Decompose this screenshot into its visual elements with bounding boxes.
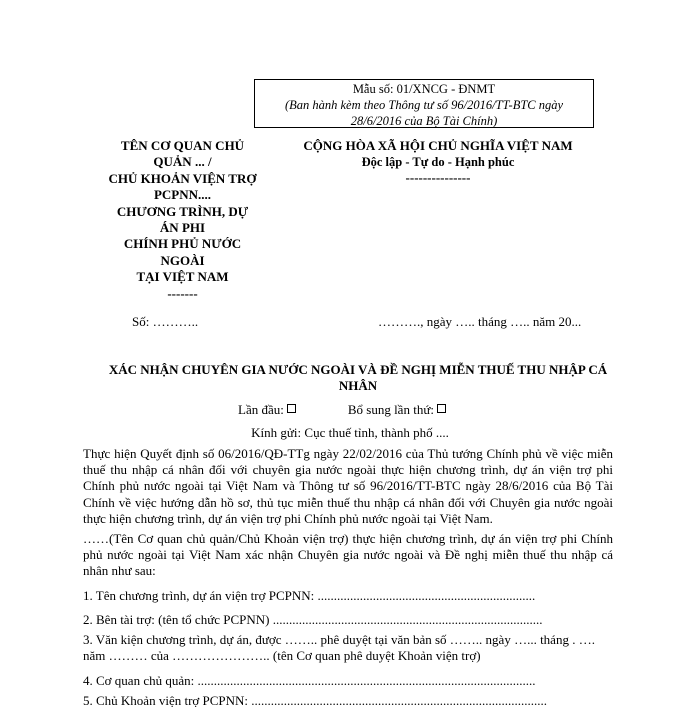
- list-item-approval: 3. Văn kiện chương trình, dự án, được …….. phê duyệt tại văn bản số …….. ngày …... tháng . …. năm ……… của ………………….. (tên Cơ quan phê duyệt Khoản viện trợ): [83, 632, 595, 664]
- recipient-line: Kính gửi: Cục thuế tỉnh, thành phố ....: [251, 425, 449, 440]
- title-line1: XÁC NHẬN CHUYÊN GIA NƯỚC NGOÀI VÀ ĐỀ NGHỊ MIỄN THUẾ THU NHẬP CÁ: [108, 362, 608, 377]
- submission-type: [238, 402, 446, 418]
- agency-line: ÁN PHI: [159, 220, 206, 236]
- first-time-checkbox[interactable]: [287, 404, 296, 413]
- nation-motto: Độc lập - Tự do - Hạnh phúc: [361, 155, 515, 169]
- agency-line: TẠI VIỆT NAM: [136, 269, 229, 285]
- paragraph-legal-basis: Thực hiện Quyết định số 06/2016/QĐ-TTg ngày 22/02/2016 của Thủ tướng Chính phủ về việc miễn thuế thu nhập cá nhân đối với chuyên gia nước ngoài thực hiện chương trình, dự án viện trợ phi Chính phủ nước ngoài tại Việt Nam và Thông tư số 96/2016/TT-BTC ngày 28/6/2016 của Bộ Tài Chính về việc hướng dẫn hồ sơ, thủ tục miễn thuế thu nhập cá nhân đối với Chuyên gia nước ngoài thực hiện chương trình, dự án viện trợ phi Chính phủ nước ngoài tại Việt Nam.: [83, 446, 613, 526]
- issuance-note-line1: (Ban hành kèm theo Thông tư số 96/2016/TT-BTC ngày: [284, 98, 564, 112]
- agency-rule: -------: [167, 285, 198, 301]
- first-time-label: Lần đầu:: [238, 402, 284, 417]
- agency-line: QUẢN ... /: [153, 154, 212, 170]
- supplement-label: Bổ sung lần thứ:: [347, 402, 434, 417]
- list-item-aid-owner: 5. Chủ Khoản viện trợ PCPNN: ...........................................................................................: [83, 693, 548, 708]
- agency-line: CHÍNH PHỦ NƯỚC: [123, 236, 242, 252]
- document-date: ………., ngày ….. tháng ….. năm 20...: [378, 314, 582, 329]
- issuing-agency-block: [90, 138, 275, 302]
- document-number: Số: ………..: [132, 314, 199, 329]
- list-item-governing-agency: 4. Cơ quan chủ quản: ........................................................................................................: [83, 673, 536, 688]
- nation-rule: ---------------: [405, 170, 471, 185]
- form-code: Mẫu số: 01/XNCG - ĐNMT: [352, 82, 496, 96]
- agency-line: CHỦ KHOẢN VIỆN TRỢ: [108, 170, 257, 186]
- agency-line: NGOÀI: [160, 252, 205, 268]
- list-item-program-name: 1. Tên chương trình, dự án viện trợ PCPNN: ...................................................................: [83, 588, 536, 603]
- document-title: [92, 362, 624, 394]
- agency-line: CHƯƠNG TRÌNH, DỰ: [116, 203, 249, 219]
- form-code-box: [254, 79, 594, 128]
- supplement-checkbox[interactable]: [437, 404, 446, 413]
- list-item-donor: 2. Bên tài trợ: (tên tổ chức PCPNN) ...................................................................................: [83, 612, 543, 627]
- nation-name: CỘNG HÒA XÃ HỘI CHỦ NGHĨA VIỆT NAM: [303, 138, 573, 153]
- issuance-note-line2: 28/6/2016 của Bộ Tài Chính): [350, 114, 498, 128]
- agency-line: TÊN CƠ QUAN CHỦ: [120, 138, 245, 153]
- title-line2: NHÂN: [338, 378, 378, 393]
- paragraph-confirmation: ……(Tên Cơ quan chủ quản/Chủ Khoản viện trợ) thực hiện chương trình, dự án viện trợ phi Chính phủ nước ngoài tại Việt Nam xác nhận Chuyên gia nước ngoài và Đề nghị miễn thuế thu nhập cá nhân như sau:: [83, 531, 613, 579]
- national-header: [268, 138, 608, 186]
- agency-line: PCPNN....: [153, 187, 212, 203]
